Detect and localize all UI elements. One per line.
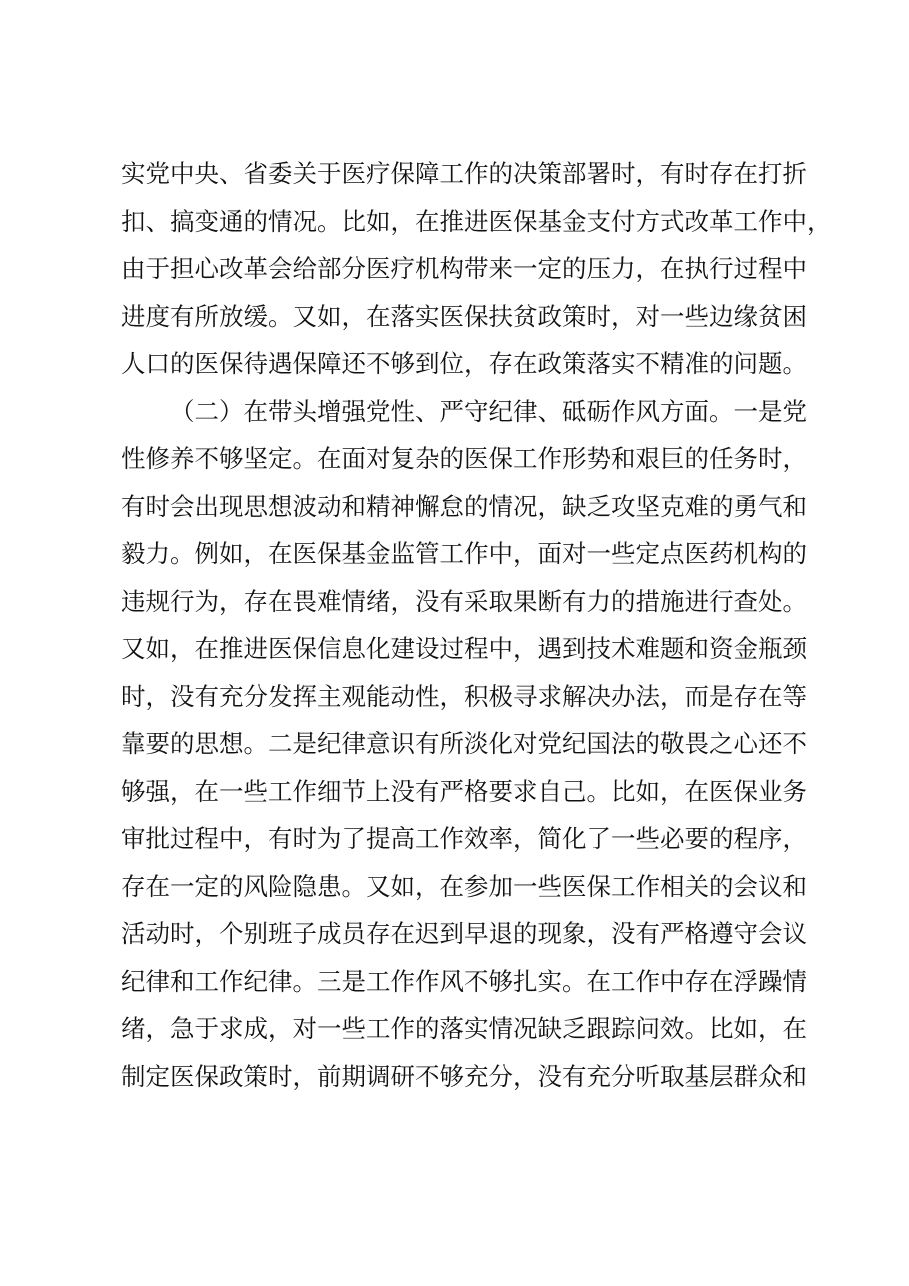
text-line: 实党中央、省委关于医疗保障工作的决策部署时，有时存在打折: [121, 159, 807, 188]
text-line: 靠要的思想。二是纪律意识有所淡化对党纪国法的敬畏之心还不: [121, 729, 807, 758]
text-line: 绪，急于求成，对一些工作的落实情况缺乏跟踪问效。比如，在: [121, 1014, 807, 1043]
text-line: 性修养不够坚定。在面对复杂的医保工作形势和艰巨的任务时，: [121, 444, 807, 473]
text-line: 由于担心改革会给部分医疗机构带来一定的压力，在执行过程中: [121, 254, 807, 283]
paragraph-end-line: 人口的医保待遇保障还不够到位，存在政策落实不精准的问题。: [121, 349, 807, 378]
text-line: 扣、搞变通的情况。比如，在推进医保基金支付方式改革工作中，: [121, 206, 832, 236]
text-line: 毅力。例如，在医保基金监管工作中，面对一些定点医药机构的: [121, 539, 807, 568]
text-line: 时，没有充分发挥主观能动性，积极寻求解决办法，而是存在等: [121, 681, 807, 711]
text-line: 活动时，个别班子成员存在迟到早退的现象，没有严格遵守会议: [121, 919, 807, 948]
text-line: 进度有所放缓。又如，在落实医保扶贫政策时，对一些边缘贫困: [121, 301, 807, 331]
text-line: 有时会出现思想波动和精神懈怠的情况，缺乏攻坚克难的勇气和: [121, 491, 807, 521]
text-line: 存在一定的风险隐患。又如，在参加一些医保工作相关的会议和: [121, 871, 807, 901]
text-line: 又如，在推进医保信息化建设过程中，遇到技术难题和资金瓶颈: [121, 634, 807, 663]
text-line: 违规行为，存在畏难情绪，没有采取果断有力的措施进行查处。: [121, 586, 807, 616]
text-line: 纪律和工作纪律。三是工作作风不够扎实。在工作中存在浮躁情: [121, 966, 807, 996]
text-line: 够强，在一些工作细节上没有严格要求自己。比如，在医保业务: [121, 776, 807, 806]
body-text: [121, 150, 832, 1100]
text-line: 制定医保政策时，前期调研不够充分，没有充分听取基层群众和: [121, 1061, 807, 1091]
text-line: 审批过程中，有时为了提高工作效率，简化了一些必要的程序，: [121, 824, 807, 853]
section-heading-line: （二）在带头增强党性、严守纪律、砥砺作风方面。一是党: [170, 396, 807, 426]
